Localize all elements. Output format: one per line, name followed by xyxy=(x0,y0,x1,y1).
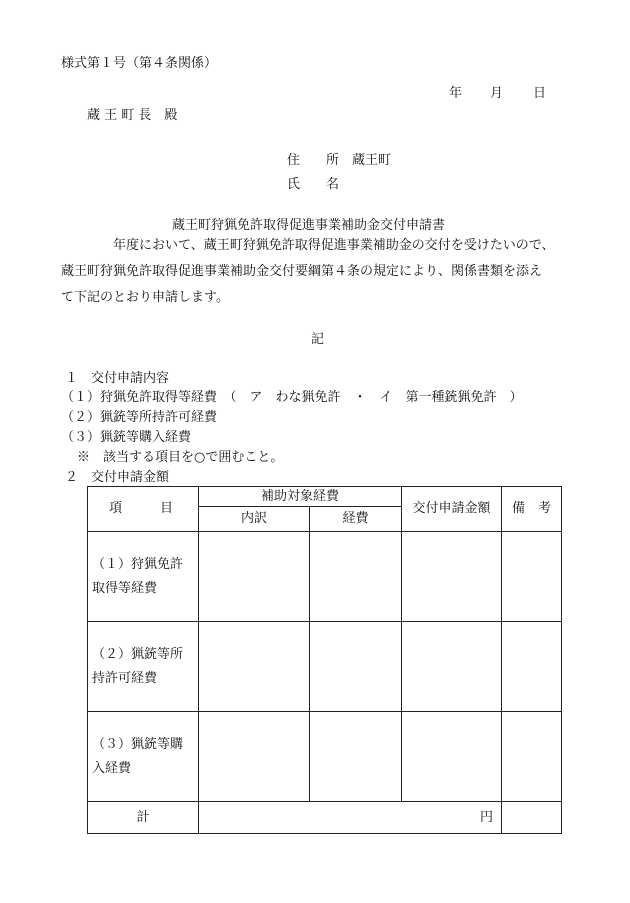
application-amount-table xyxy=(87,486,562,834)
section1-note: ※ 該当する項目を○で囲むこと。 xyxy=(77,450,284,465)
row-2-breakdown-cell xyxy=(199,622,310,712)
address-value: 蔵王町 xyxy=(352,153,392,168)
yen-unit: 円 xyxy=(480,809,494,825)
total-remarks-cell xyxy=(502,802,562,834)
total-row xyxy=(88,802,562,834)
table-row xyxy=(88,712,562,802)
table-row xyxy=(88,622,562,712)
form-number: 様式第１号（第４条関係） xyxy=(61,56,218,71)
date-year-label: 年 xyxy=(449,86,463,101)
addressee: 蔵 王 町 長 殿 xyxy=(87,108,178,123)
total-amount-cell xyxy=(199,802,502,834)
row-category-2-line-2: 持許可経費 xyxy=(92,670,158,686)
row-category-1-line-2: 取得等経費 xyxy=(92,580,158,596)
row-category-3-line-1: （３）猟銃等購 xyxy=(92,736,184,752)
date-day-label: 日 xyxy=(533,86,547,101)
document-title: 蔵王町狩猟免許取得促進事業補助金交付申請書 xyxy=(172,218,446,233)
row-3-remarks-cell xyxy=(502,712,562,802)
section1-item-2: （２）猟銃等所持許可経費 xyxy=(61,410,218,425)
row-category-1-line-1: （１）狩猟免許 xyxy=(92,556,184,572)
header-cost: 経費 xyxy=(310,507,402,532)
table-row xyxy=(88,532,562,622)
row-1-cost-cell xyxy=(310,532,402,622)
section2-heading: ２ 交付申請金額 xyxy=(65,470,170,485)
name-label: 氏 名 xyxy=(287,177,340,192)
address-label: 住 所 xyxy=(287,153,340,168)
body-paragraph xyxy=(61,233,581,311)
row-3-breakdown-cell xyxy=(199,712,310,802)
header-subsidy-cost: 補助対象経費 xyxy=(199,487,402,507)
body-line-2: 蔵王町狩猟免許取得促進事業補助金交付要綱第４条の規定により、関係書類を添え xyxy=(61,264,543,279)
row-category-2 xyxy=(88,622,199,712)
total-label: 計 xyxy=(88,802,199,834)
section1-heading: １ 交付申請内容 xyxy=(65,371,170,386)
row-1-breakdown-cell xyxy=(199,532,310,622)
row-1-amount-cell xyxy=(402,532,502,622)
header-breakdown: 内訳 xyxy=(199,507,310,532)
row-category-3-line-2: 入経費 xyxy=(92,760,132,776)
row-3-amount-cell xyxy=(402,712,502,802)
row-category-1 xyxy=(88,532,199,622)
header-application-amount: 交付申請金額 xyxy=(402,487,502,532)
body-line-3: て下記のとおり申請します。 xyxy=(61,290,229,305)
row-1-remarks-cell xyxy=(502,532,562,622)
section1-item-1: （１）狩猟免許取得等経費 （ ア わな猟免許 ・ イ 第一種銃猟免許 ） xyxy=(61,390,523,405)
row-3-cost-cell xyxy=(310,712,402,802)
body-line-1: 年度において、蔵王町狩猟免許取得促進事業補助金の交付を受けたいので、 xyxy=(113,238,555,253)
row-category-2-line-1: （２）猟銃等所 xyxy=(92,646,184,662)
date-month-label: 月 xyxy=(490,86,504,101)
row-2-amount-cell xyxy=(402,622,502,712)
header-remarks: 備 考 xyxy=(502,487,562,532)
row-2-cost-cell xyxy=(310,622,402,712)
row-category-3 xyxy=(88,712,199,802)
section1-item-3: （３）猟銃等購入経費 xyxy=(61,430,192,445)
ki-label: 記 xyxy=(311,332,325,347)
row-2-remarks-cell xyxy=(502,622,562,712)
header-item: 項 目 xyxy=(88,487,199,532)
